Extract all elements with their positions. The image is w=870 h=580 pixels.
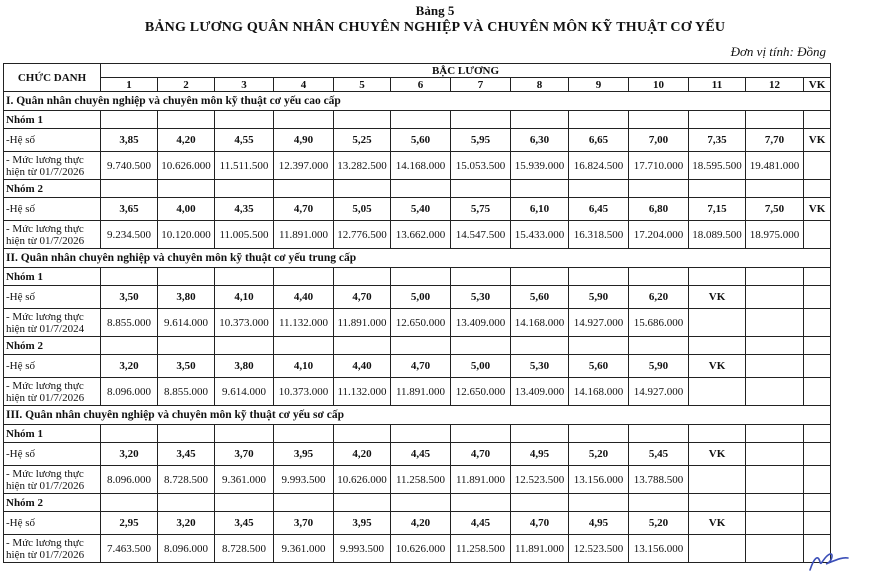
section-title: II. Quân nhân chuyên nghiệp và chuyên môn kỹ thuật cơ yếu trung cấp	[4, 249, 831, 268]
coefficient-cell: 4,35	[215, 198, 274, 221]
empty-cell	[158, 180, 215, 198]
coefficient-cell: 7,70	[746, 129, 804, 152]
header-grade-col: VK	[804, 78, 831, 92]
coefficient-cell: 5,30	[511, 355, 569, 378]
empty-cell	[215, 180, 274, 198]
empty-cell	[451, 268, 511, 286]
section-row	[4, 249, 831, 268]
salary-cell: 11.005.500	[215, 221, 274, 249]
salary-cell: 8.728.500	[215, 535, 274, 563]
salary-cell: 8.855.000	[158, 378, 215, 406]
empty-cell	[629, 494, 689, 512]
empty-cell	[215, 494, 274, 512]
salary-cell: 14.168.000	[511, 309, 569, 337]
empty-cell	[391, 180, 451, 198]
salary-cell: 12.523.500	[511, 466, 569, 494]
coefficient-cell: 4,45	[391, 443, 451, 466]
header-grade-col: 12	[746, 78, 804, 92]
empty-cell	[804, 425, 831, 443]
salary-row	[4, 152, 831, 180]
empty-cell	[391, 111, 451, 129]
empty-cell	[746, 111, 804, 129]
coefficient-cell: 3,50	[158, 355, 215, 378]
salary-cell: 11.132.000	[334, 378, 391, 406]
header-grade-col: 9	[569, 78, 629, 92]
salary-cell: 18.089.500	[689, 221, 746, 249]
salary-label: - Mức lương thực hiện từ 01/7/2026	[4, 466, 101, 494]
coefficient-cell: 3,65	[101, 198, 158, 221]
empty-cell	[746, 268, 804, 286]
empty-cell	[451, 425, 511, 443]
coefficient-label: -Hệ số	[4, 286, 101, 309]
salary-cell: 19.481.000	[746, 152, 804, 180]
coefficient-cell: 4,40	[274, 286, 334, 309]
coefficient-cell	[746, 443, 804, 466]
group-name: Nhóm 2	[4, 494, 101, 512]
coefficient-cell: 7,00	[629, 129, 689, 152]
empty-cell	[158, 111, 215, 129]
empty-cell	[569, 180, 629, 198]
salary-cell: 9.614.000	[215, 378, 274, 406]
coefficient-cell: 3,20	[101, 443, 158, 466]
empty-cell	[511, 494, 569, 512]
coefficient-cell: 4,95	[569, 512, 629, 535]
coefficient-cell: 4,20	[158, 129, 215, 152]
salary-label: - Mức lương thực hiện từ 01/7/2026	[4, 535, 101, 563]
empty-cell	[215, 425, 274, 443]
empty-cell	[511, 337, 569, 355]
coefficient-cell: 3,95	[334, 512, 391, 535]
empty-cell	[689, 337, 746, 355]
coefficient-cell	[804, 443, 831, 466]
salary-cell: 13.409.000	[511, 378, 569, 406]
coefficient-cell: 5,90	[629, 355, 689, 378]
salary-row	[4, 221, 831, 249]
coefficient-cell: 4,95	[511, 443, 569, 466]
empty-cell	[451, 111, 511, 129]
salary-cell	[689, 309, 746, 337]
coefficient-cell	[746, 512, 804, 535]
coefficient-label: -Hệ số	[4, 129, 101, 152]
salary-cell: 8.096.000	[101, 378, 158, 406]
group-row	[4, 111, 831, 129]
coefficient-cell: 3,45	[158, 443, 215, 466]
salary-cell: 14.927.000	[629, 378, 689, 406]
coefficient-cell: 3,20	[101, 355, 158, 378]
coefficient-cell: 4,90	[274, 129, 334, 152]
coefficient-cell: 4,70	[511, 512, 569, 535]
empty-cell	[101, 337, 158, 355]
salary-cell: 9.993.500	[274, 466, 334, 494]
coefficient-cell	[804, 355, 831, 378]
group-row	[4, 494, 831, 512]
coefficient-cell: 4,55	[215, 129, 274, 152]
empty-cell	[689, 494, 746, 512]
empty-cell	[569, 337, 629, 355]
salary-cell: 11.132.000	[274, 309, 334, 337]
empty-cell	[334, 180, 391, 198]
salary-cell: 9.234.500	[101, 221, 158, 249]
header-position: CHỨC DANH	[4, 64, 101, 92]
salary-cell: 11.891.000	[334, 309, 391, 337]
empty-cell	[511, 111, 569, 129]
group-row	[4, 337, 831, 355]
salary-cell: 11.891.000	[274, 221, 334, 249]
coefficient-cell: 4,20	[391, 512, 451, 535]
empty-cell	[804, 494, 831, 512]
salary-cell: 13.409.000	[451, 309, 511, 337]
coefficient-cell: 3,85	[101, 129, 158, 152]
coefficient-cell: 3,80	[158, 286, 215, 309]
coefficient-cell: 4,20	[334, 443, 391, 466]
coefficient-cell: 4,10	[215, 286, 274, 309]
coefficient-cell: VK	[804, 129, 831, 152]
table-caption: Bảng 5	[415, 3, 455, 18]
empty-cell	[334, 268, 391, 286]
empty-cell	[629, 337, 689, 355]
empty-cell	[391, 494, 451, 512]
coefficient-cell: 3,95	[274, 443, 334, 466]
coefficient-cell: 5,95	[451, 129, 511, 152]
coefficient-cell: 6,80	[629, 198, 689, 221]
coefficient-row	[4, 286, 831, 309]
coefficient-cell: 4,45	[451, 512, 511, 535]
coefficient-cell: 3,45	[215, 512, 274, 535]
salary-cell: 8.096.000	[158, 535, 215, 563]
coefficient-cell	[746, 286, 804, 309]
coefficient-cell: 5,25	[334, 129, 391, 152]
coefficient-cell: 5,05	[334, 198, 391, 221]
salary-cell: 9.361.000	[274, 535, 334, 563]
empty-cell	[629, 425, 689, 443]
salary-cell: 10.626.000	[158, 152, 215, 180]
coefficient-cell: 3,70	[274, 512, 334, 535]
coefficient-cell: 3,70	[215, 443, 274, 466]
header-grade-col: 10	[629, 78, 689, 92]
empty-cell	[804, 180, 831, 198]
salary-label: - Mức lương thực hiện từ 01/7/2026	[4, 221, 101, 249]
salary-label: - Mức lương thực hiện từ 01/7/2026	[4, 378, 101, 406]
empty-cell	[804, 268, 831, 286]
salary-cell	[804, 221, 831, 249]
salary-cell: 11.891.000	[451, 466, 511, 494]
signature-mark	[806, 548, 852, 574]
salary-cell: 18.595.500	[689, 152, 746, 180]
coefficient-cell: 6,30	[511, 129, 569, 152]
salary-cell: 12.776.500	[334, 221, 391, 249]
salary-row	[4, 378, 831, 406]
coefficient-cell	[746, 355, 804, 378]
coefficient-cell: 5,40	[391, 198, 451, 221]
header-grade-col: 3	[215, 78, 274, 92]
coefficient-cell: 5,60	[569, 355, 629, 378]
empty-cell	[274, 180, 334, 198]
coefficient-label: -Hệ số	[4, 355, 101, 378]
salary-cell: 12.650.000	[391, 309, 451, 337]
coefficient-cell: 5,20	[629, 512, 689, 535]
header-grade-col: 8	[511, 78, 569, 92]
salary-cell: 9.614.000	[158, 309, 215, 337]
salary-cell: 15.433.000	[511, 221, 569, 249]
empty-cell	[158, 337, 215, 355]
salary-cell: 13.662.000	[391, 221, 451, 249]
empty-cell	[101, 111, 158, 129]
coefficient-cell: 7,15	[689, 198, 746, 221]
coefficient-cell: 4,10	[274, 355, 334, 378]
salary-cell: 10.120.000	[158, 221, 215, 249]
coefficient-cell: 6,65	[569, 129, 629, 152]
group-name: Nhóm 1	[4, 268, 101, 286]
empty-cell	[746, 180, 804, 198]
empty-cell	[274, 494, 334, 512]
salary-cell: 12.523.500	[569, 535, 629, 563]
empty-cell	[804, 337, 831, 355]
coefficient-cell: VK	[689, 286, 746, 309]
group-name: Nhóm 2	[4, 337, 101, 355]
header-row-2	[4, 78, 831, 92]
empty-cell	[391, 425, 451, 443]
coefficient-cell: 5,60	[511, 286, 569, 309]
coefficient-cell: 4,70	[334, 286, 391, 309]
empty-cell	[274, 337, 334, 355]
salary-cell	[689, 466, 746, 494]
salary-cell: 8.855.000	[101, 309, 158, 337]
empty-cell	[334, 111, 391, 129]
salary-cell: 11.258.500	[391, 466, 451, 494]
salary-cell	[746, 378, 804, 406]
coefficient-cell: 6,20	[629, 286, 689, 309]
coefficient-cell: 5,75	[451, 198, 511, 221]
group-row	[4, 268, 831, 286]
salary-cell	[689, 378, 746, 406]
salary-cell: 13.156.000	[569, 466, 629, 494]
empty-cell	[215, 337, 274, 355]
salary-cell: 11.891.000	[391, 378, 451, 406]
coefficient-cell: 4,70	[391, 355, 451, 378]
header-grade-col: 11	[689, 78, 746, 92]
header-grade-col: 4	[274, 78, 334, 92]
empty-cell	[511, 180, 569, 198]
header-grade-col: 1	[101, 78, 158, 92]
coefficient-cell: 4,00	[158, 198, 215, 221]
salary-cell	[746, 535, 804, 563]
coefficient-label: -Hệ số	[4, 198, 101, 221]
salary-cell	[804, 309, 831, 337]
coefficient-row	[4, 443, 831, 466]
coefficient-cell: VK	[689, 355, 746, 378]
salary-cell	[804, 152, 831, 180]
empty-cell	[511, 268, 569, 286]
empty-cell	[569, 111, 629, 129]
coefficient-cell	[804, 512, 831, 535]
salary-table-body	[4, 64, 831, 563]
coefficient-cell: 4,70	[274, 198, 334, 221]
coefficient-cell: 4,70	[451, 443, 511, 466]
salary-label: - Mức lương thực hiện từ 01/7/2024	[4, 309, 101, 337]
salary-cell: 18.975.000	[746, 221, 804, 249]
empty-cell	[629, 268, 689, 286]
salary-cell	[746, 466, 804, 494]
salary-cell: 12.397.000	[274, 152, 334, 180]
empty-cell	[569, 268, 629, 286]
coefficient-row	[4, 129, 831, 152]
salary-cell: 9.740.500	[101, 152, 158, 180]
section-row	[4, 92, 831, 111]
empty-cell	[451, 494, 511, 512]
empty-cell	[158, 494, 215, 512]
coefficient-row	[4, 355, 831, 378]
table-title: BẢNG LƯƠNG QUÂN NHÂN CHUYÊN NGHIỆP VÀ CHUYÊN MÔN KỸ THUẬT CƠ YẾU	[144, 20, 726, 35]
empty-cell	[391, 337, 451, 355]
coefficient-cell: 3,80	[215, 355, 274, 378]
empty-cell	[451, 180, 511, 198]
empty-cell	[391, 268, 451, 286]
coefficient-cell: 5,20	[569, 443, 629, 466]
empty-cell	[451, 337, 511, 355]
coefficient-cell: 5,00	[451, 355, 511, 378]
coefficient-cell: 6,10	[511, 198, 569, 221]
salary-cell: 15.686.000	[629, 309, 689, 337]
coefficient-cell: 5,30	[451, 286, 511, 309]
salary-cell	[804, 378, 831, 406]
salary-cell	[746, 309, 804, 337]
coefficient-cell: 4,40	[334, 355, 391, 378]
empty-cell	[158, 268, 215, 286]
section-title: III. Quân nhân chuyên nghiệp và chuyên môn kỹ thuật cơ yếu sơ cấp	[4, 406, 831, 425]
empty-cell	[689, 111, 746, 129]
salary-cell: 13.788.500	[629, 466, 689, 494]
empty-cell	[746, 425, 804, 443]
empty-cell	[101, 268, 158, 286]
salary-cell: 15.053.500	[451, 152, 511, 180]
salary-cell: 8.096.000	[101, 466, 158, 494]
empty-cell	[101, 180, 158, 198]
salary-cell: 10.626.000	[391, 535, 451, 563]
coefficient-cell: 5,45	[629, 443, 689, 466]
salary-cell: 11.258.500	[451, 535, 511, 563]
salary-cell: 14.927.000	[569, 309, 629, 337]
coefficient-cell: 6,45	[569, 198, 629, 221]
salary-cell: 10.373.000	[274, 378, 334, 406]
coefficient-cell: VK	[689, 512, 746, 535]
section-row	[4, 406, 831, 425]
salary-cell: 7.463.500	[101, 535, 158, 563]
salary-row	[4, 309, 831, 337]
coefficient-cell	[804, 286, 831, 309]
coefficient-cell: 3,20	[158, 512, 215, 535]
salary-cell: 14.168.000	[391, 152, 451, 180]
empty-cell	[569, 425, 629, 443]
salary-cell: 11.891.000	[511, 535, 569, 563]
section-title: I. Quân nhân chuyên nghiệp và chuyên môn kỹ thuật cơ yếu cao cấp	[4, 92, 831, 111]
empty-cell	[101, 425, 158, 443]
empty-cell	[215, 268, 274, 286]
salary-row	[4, 466, 831, 494]
empty-cell	[274, 268, 334, 286]
coefficient-row	[4, 198, 831, 221]
salary-cell: 14.547.500	[451, 221, 511, 249]
unit-note: Đơn vị tính: Đồng	[730, 44, 826, 59]
empty-cell	[334, 337, 391, 355]
salary-cell	[689, 535, 746, 563]
header-salary-grade: BẬC LƯƠNG	[101, 64, 831, 78]
group-name: Nhóm 1	[4, 425, 101, 443]
empty-cell	[511, 425, 569, 443]
empty-cell	[689, 268, 746, 286]
empty-cell	[101, 494, 158, 512]
salary-table	[3, 63, 831, 563]
coefficient-row	[4, 512, 831, 535]
group-name: Nhóm 2	[4, 180, 101, 198]
salary-cell: 16.824.500	[569, 152, 629, 180]
empty-cell	[629, 111, 689, 129]
coefficient-cell: VK	[804, 198, 831, 221]
coefficient-cell: 5,60	[391, 129, 451, 152]
header-grade-col: 7	[451, 78, 511, 92]
group-row	[4, 180, 831, 198]
empty-cell	[804, 111, 831, 129]
coefficient-cell: 7,50	[746, 198, 804, 221]
group-name: Nhóm 1	[4, 111, 101, 129]
salary-cell: 13.282.500	[334, 152, 391, 180]
salary-cell: 9.361.000	[215, 466, 274, 494]
salary-cell: 17.710.000	[629, 152, 689, 180]
group-row	[4, 425, 831, 443]
salary-cell: 15.939.000	[511, 152, 569, 180]
empty-cell	[334, 494, 391, 512]
salary-cell: 10.626.000	[334, 466, 391, 494]
header-row-1	[4, 64, 831, 78]
salary-cell: 8.728.500	[158, 466, 215, 494]
empty-cell	[215, 111, 274, 129]
salary-cell: 16.318.500	[569, 221, 629, 249]
salary-cell: 17.204.000	[629, 221, 689, 249]
coefficient-cell: 5,90	[569, 286, 629, 309]
salary-cell: 9.993.500	[334, 535, 391, 563]
empty-cell	[274, 111, 334, 129]
header-grade-col: 6	[391, 78, 451, 92]
empty-cell	[274, 425, 334, 443]
empty-cell	[746, 337, 804, 355]
salary-label: - Mức lương thực hiện từ 01/7/2026	[4, 152, 101, 180]
coefficient-label: -Hệ số	[4, 443, 101, 466]
empty-cell	[689, 180, 746, 198]
salary-cell: 13.156.000	[629, 535, 689, 563]
coefficient-label: -Hệ số	[4, 512, 101, 535]
coefficient-cell: 5,00	[391, 286, 451, 309]
salary-cell	[804, 466, 831, 494]
empty-cell	[569, 494, 629, 512]
empty-cell	[334, 425, 391, 443]
coefficient-cell: 3,50	[101, 286, 158, 309]
coefficient-cell: 2,95	[101, 512, 158, 535]
coefficient-cell: 7,35	[689, 129, 746, 152]
salary-cell: 11.511.500	[215, 152, 274, 180]
empty-cell	[158, 425, 215, 443]
coefficient-cell: VK	[689, 443, 746, 466]
header-grade-col: 5	[334, 78, 391, 92]
salary-cell: 12.650.000	[451, 378, 511, 406]
salary-cell: 10.373.000	[215, 309, 274, 337]
empty-cell	[746, 494, 804, 512]
empty-cell	[689, 425, 746, 443]
salary-row	[4, 535, 831, 563]
empty-cell	[629, 180, 689, 198]
header-grade-col: 2	[158, 78, 215, 92]
salary-cell: 14.168.000	[569, 378, 629, 406]
